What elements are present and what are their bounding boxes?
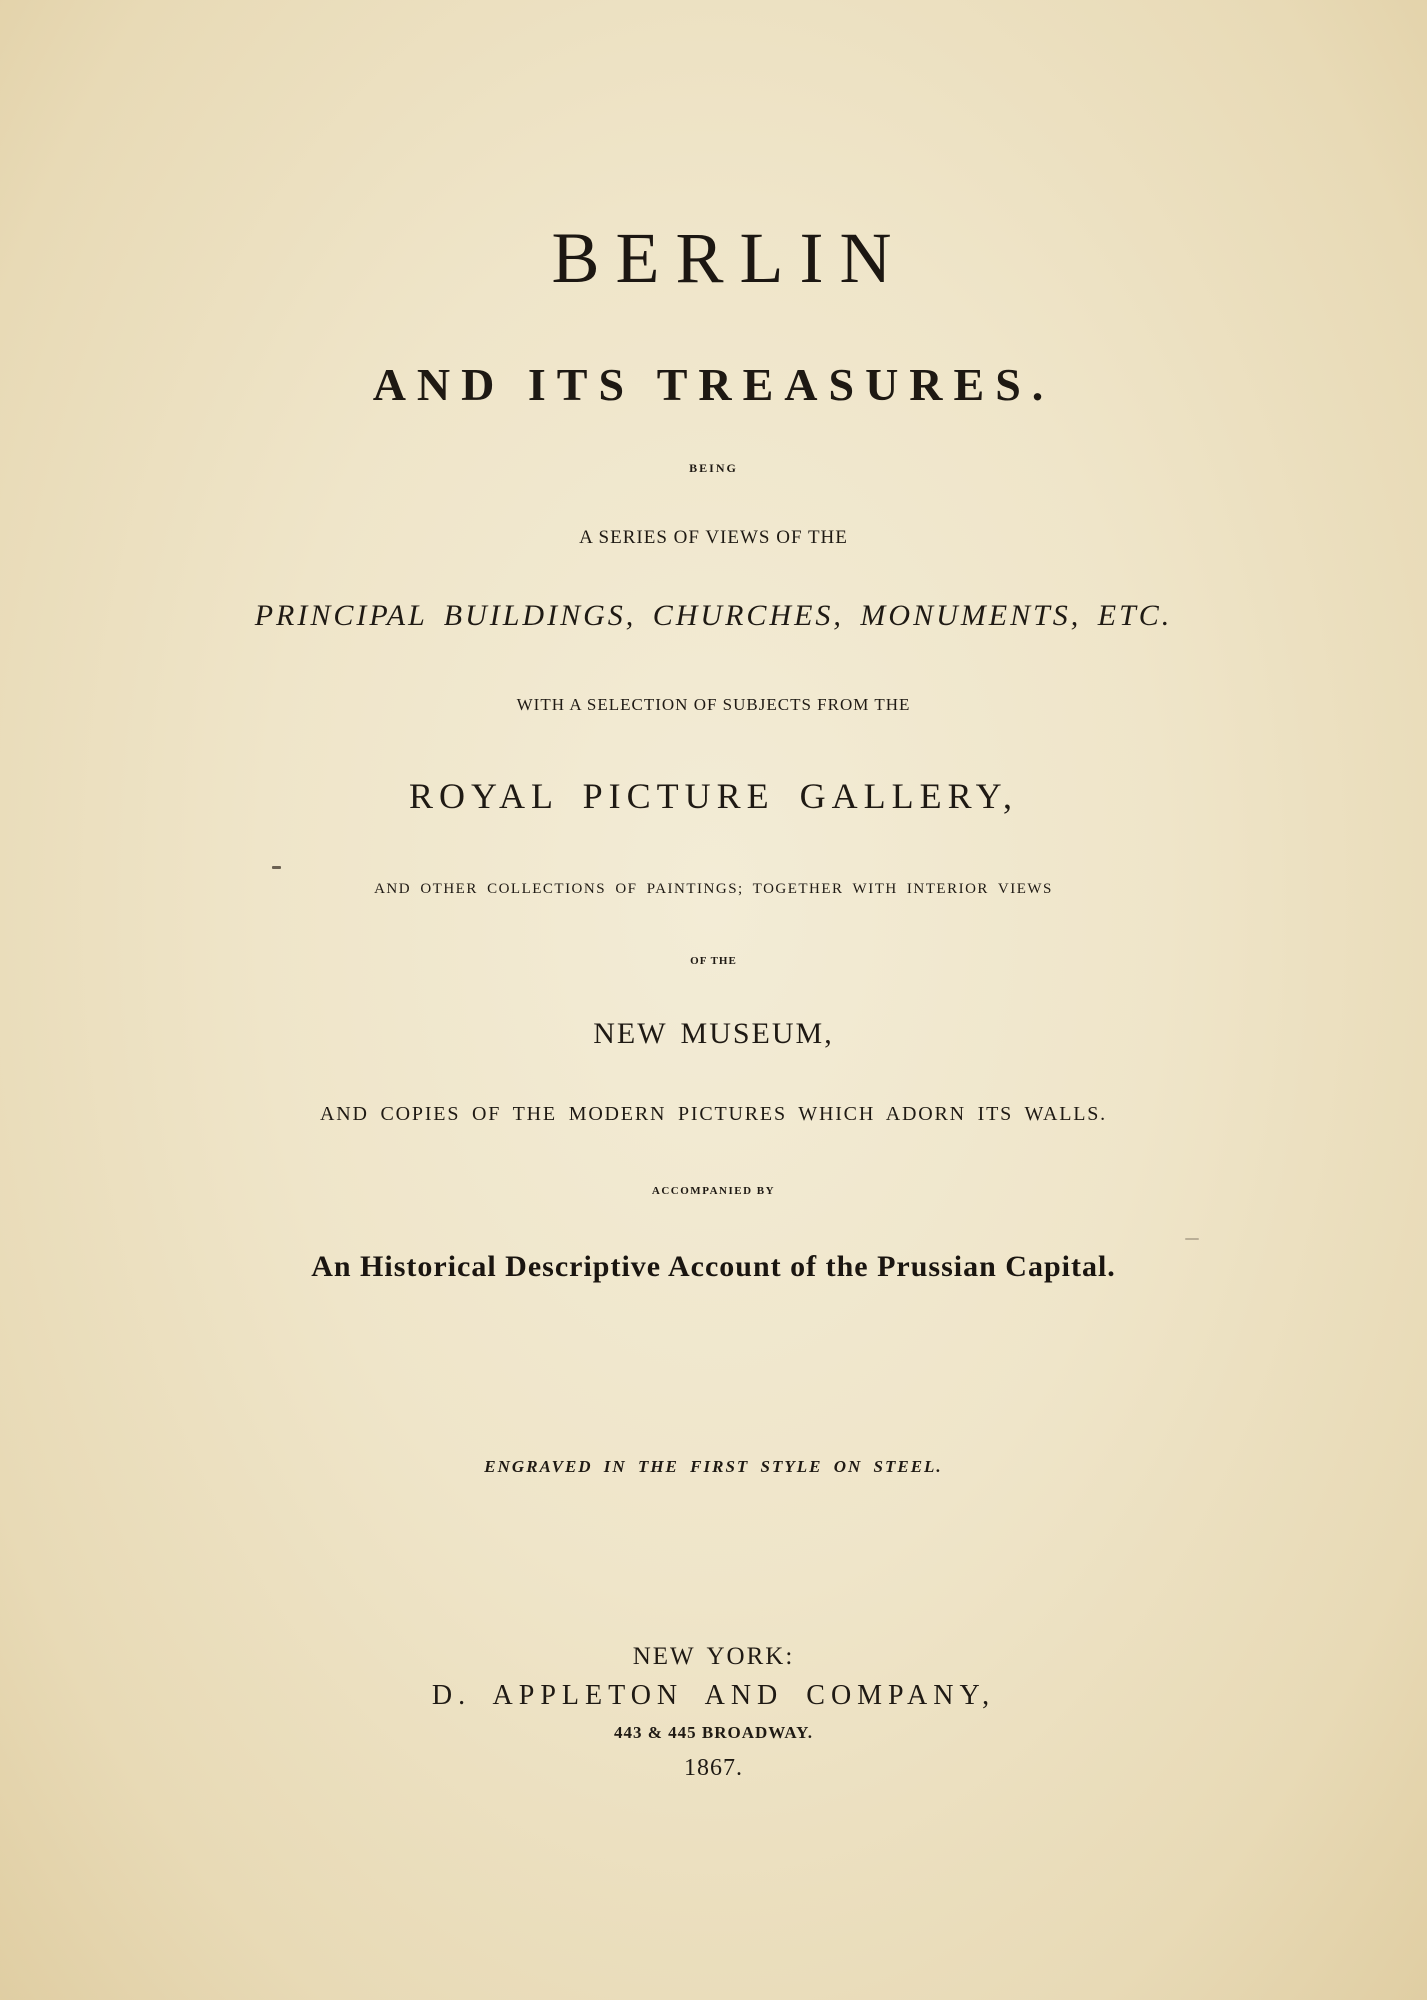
principal-buildings-line: PRINCIPAL BUILDINGS, CHURCHES, MONUMENTS, ETC. <box>254 599 1173 632</box>
series-line: A SERIES OF VIEWS OF THE <box>579 527 848 548</box>
imprint-year: 1867. <box>684 1755 743 1781</box>
of-the-label: OF THE <box>690 955 737 967</box>
royal-gallery-line: ROYAL PICTURE GALLERY, <box>408 776 1019 816</box>
paper-speck <box>1185 1238 1199 1240</box>
new-museum-line: NEW MUSEUM, <box>593 1017 834 1050</box>
imprint-city: NEW YORK: <box>632 1643 795 1670</box>
copies-line: AND COPIES OF THE MODERN PICTURES WHICH ADORN ITS WALLS. <box>320 1103 1107 1125</box>
imprint-publisher: D. APPLETON AND COMPANY, <box>431 1680 996 1711</box>
engraved-line: ENGRAVED IN THE FIRST STYLE ON STEEL. <box>484 1457 943 1476</box>
historical-account-line: An Historical Descriptive Account of the Prussian Capital. <box>311 1250 1116 1283</box>
being-label: BEING <box>689 461 738 475</box>
collections-line: AND OTHER COLLECTIONS OF PAINTINGS; TOGETHER WITH INTERIOR VIEWS <box>374 881 1053 897</box>
accompanied-label: ACCOMPANIED BY <box>651 1185 776 1197</box>
imprint-address: 443 & 445 BROADWAY. <box>613 1723 814 1742</box>
paper-speck <box>272 866 281 869</box>
book-title: BERLIN <box>551 218 908 298</box>
book-subtitle: AND ITS TREASURES. <box>372 359 1055 410</box>
selection-line: WITH A SELECTION OF SUBJECTS FROM THE <box>516 695 911 714</box>
